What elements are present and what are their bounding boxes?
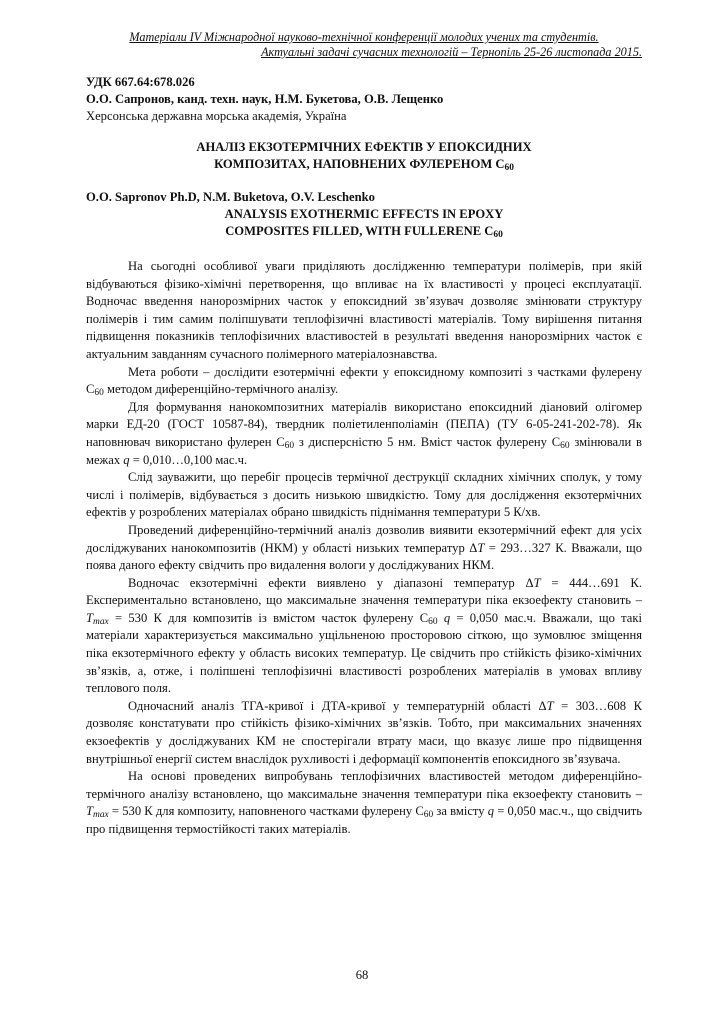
title-ua-line-2: КОМПОЗИТАХ, НАПОВНЕНИХ ФУЛЕРЕНОМ $С_{60}$ xyxy=(214,157,514,173)
paragraph-6: Водночас екзотермічні ефекти виявлено у діапазоні температур ΔT = 444…691 К. Експериментально встановлено, що максимальне значення температури піка екзоефекту становить – $T_{max} = 530$ К для композитів із вмістом часток фулерену $С_{60}$ q = 0,050 мас.ч. Вважали, що такі матеріали характеризується максимально ущільненою просторовою сіткою, що зумовлює зміщення піка екзотермічного ефекту у область високих температур. Це свідчить про стійкість фізико-хімічних зв’язків, а, отже, і поліпшені теплофізичні властивості розроблених матеріалів в умовах впливу теплового поля. xyxy=(86,575,642,696)
title-en-line-1: ANALYSIS EXOTHERMIC EFFECTS IN EPOXY xyxy=(224,207,504,221)
authors-en: O.O. Sapronov Ph.D, N.M. Buketova, O.V. Leschenko xyxy=(86,190,375,204)
paragraph-7: Одночасний аналіз ТГА-кривої і ДТА-кривої у температурній області ΔT = 303…608 К дозволяє констатувати про стійкість фізико-хімічних зв’язків. Тобто, при максимальних значеннях екзоефектів у досліджуваних КМ не спостерігали втрату маси, що вказує лише про підвищення внутрішньої енергії систем внаслідок рухливості і деформації компонентів епоксидного зв’язувача. xyxy=(86,698,642,766)
title-en-line-2: COMPOSITES FILLED, WITH FULLERENE $C_{60}$ xyxy=(225,224,503,240)
header-line-1: Матеріали IV Міжнародної науково-технічної конференції молодих учених та студентів. xyxy=(129,30,599,44)
udc-code: УДК 667.64:678.026 xyxy=(86,75,195,89)
paragraph-2: Мета роботи – дослідити езотермічні ефекти у епоксидному композиті з частками фулерену $С_{60}$ методом диференційно-термічного аналізу. xyxy=(86,364,642,399)
paragraph-5: Проведений диференційно-термічний аналіз дозволив виявити екзотермічний ефект для усіх досліджуваних нанокомпозитів (НКМ) у області низьких температур ΔT = 293…327 К. Вважали, що поява даного ефекту свідчить про видалення вологи у досліджуваних НКМ. xyxy=(86,522,642,573)
paragraph-8: На основі проведених випробувань теплофізичних властивостей методом диференційно-термічного аналізу встановлено, що максимальне значення температури піка екзоефекту становить – $T_{max} = 530$ К для композиту, наповненого частками фулерену $С_{60}$ за вмісту q = 0,050 мас.ч., що свідчить про підвищення термостійкості таких матеріалів. xyxy=(86,769,643,836)
authors-ua: О.О. Сапронов, канд. техн. наук, Н.М. Букетова, О.В. Лещенко xyxy=(86,92,444,106)
paragraph-4: Слід зауважити, що перебіг процесів термічної деструкції складних хімічних сполук, у тому числі і полімерів, відбувається з досить низькою швидкістю. Тому для дослідження екзотермічних ефектів у розроблених матеріалах обрано швидкість піднімання температури 5 К/хв. xyxy=(86,470,642,520)
paragraph-1: На сьогодні особливої уваги приділяють дослідженню температури полімерів, при якій відбуваються фізико-хімічні перетворення, що впливає на їх властивості у процесі експлуатації. Водночас введення нанорозмірних часток у епоксидний зв’язувач дозволяє змінювати структуру полімерів і тим самим поліпшувати теплофізичні властивості матеріалів. Тому вирішення питання підвищення показників теплофізичних властивостей в результаті введення нанорозмірних часток є актуальним завданням сучасного полімерного матеріалознавства. xyxy=(86,259,642,361)
paragraph-3: Для формування нанокомпозитних матеріалів використано епоксидний діановий олігомер марки ЕД-20 (ГОСТ 10587-84), твердник поліетиленполіамін (ПЕПА) (ТУ 6-05-241-202-78). Як наповнювач використано фулерен $С_{60}$ з дисперсністю 5 нм. Вміст часток фулерену $С_{60}$ змінювали в межах q = 0,010…0,100 мас.ч. xyxy=(86,399,642,467)
page-number: 68 xyxy=(355,968,369,982)
title-en xyxy=(86,206,642,240)
header-line-2: Актуальні задачі сучасних технологій – Тернопіль 25-26 листопада 2015. xyxy=(261,45,642,59)
paper-page xyxy=(86,30,642,839)
title-ua xyxy=(86,139,642,173)
title-ua-line-1: АНАЛІЗ ЕКЗОТЕРМІЧНИХ ЕФЕКТІВ У ЕПОКСИДНИХ xyxy=(196,140,532,154)
article-meta xyxy=(86,74,642,125)
article-body xyxy=(86,258,642,839)
running-header xyxy=(86,30,642,60)
affiliation: Херсонська державна морська академія, Україна xyxy=(86,109,347,123)
